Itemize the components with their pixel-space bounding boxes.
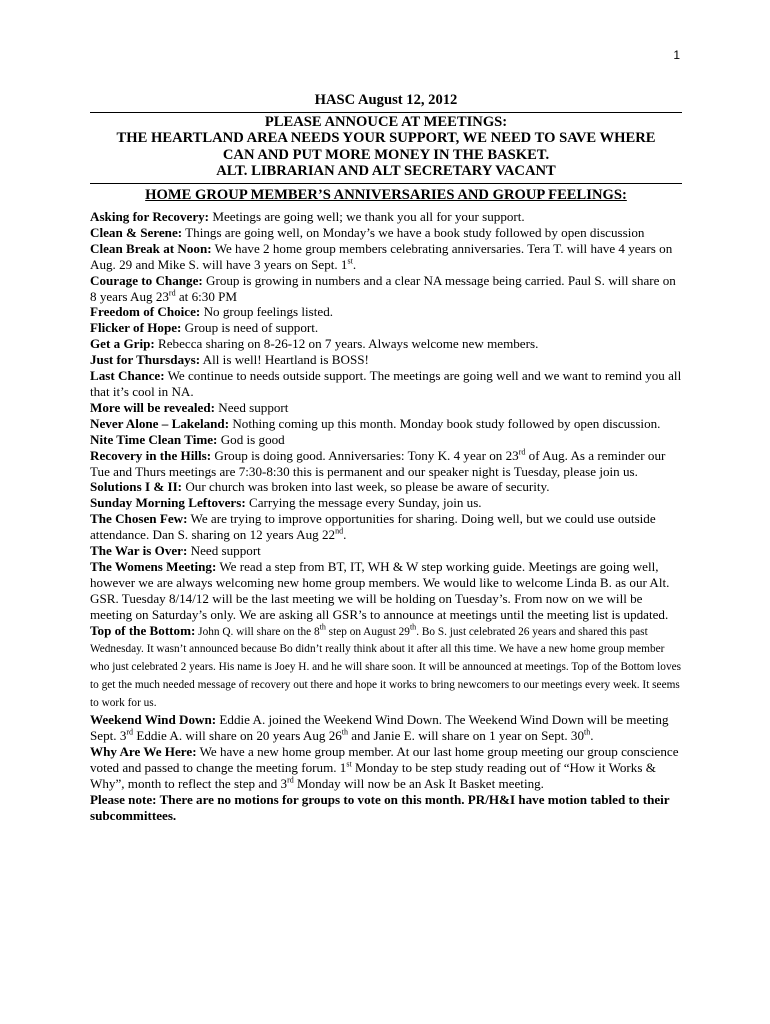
entry-why-are-we-here <box>90 744 682 792</box>
group-text: Need support <box>187 543 261 559</box>
group-text: All is well! Heartland is BOSS! <box>200 352 369 368</box>
group-entries <box>90 209 682 823</box>
group-text: Monday to be step study reading out of “How it Works & Why”, month to reflect the step and 3 <box>90 759 656 791</box>
group-name: Solutions I & II: <box>90 479 183 495</box>
entry-last-chance <box>90 368 682 400</box>
ordinal-suffix: th <box>584 727 591 737</box>
group-text: Eddie A. will share on 20 years Aug 26 <box>133 728 342 743</box>
group-name: Flicker of Hope: <box>90 320 182 336</box>
document-title: HASC August 12, 2012 <box>314 92 458 108</box>
entry-more-will-be-revealed <box>90 400 682 416</box>
entry-clean-and-serene <box>90 225 682 241</box>
group-name: Get a Grip: <box>90 336 155 352</box>
group-name: The Womens Meeting: <box>90 558 217 574</box>
banner-line-1: PLEASE ANNOUCE AT MEETINGS: <box>264 113 508 130</box>
entry-courage-to-change <box>90 273 682 305</box>
group-text: Nothing coming up this month. Monday book study followed by open discussion. <box>229 415 661 431</box>
entry-clean-break-at-noon <box>90 241 682 273</box>
ordinal-suffix: st <box>346 759 352 769</box>
ordinal-suffix: th <box>409 622 417 632</box>
group-text: Group is doing good. Anniversaries: Tony K. 4 year on 23 <box>211 447 519 463</box>
group-text: We read a step from BT, IT, WH & W step working guide. Meetings are going well, however we are always welcoming new home group members. We would like to welcome Linda B. as our Alt. GSR. Tuesday 8/14/12 will be the last meeting we will be holding on Tuesday’s. From now on we will be meeting on Saturday’s only. We are asking all GSR’s to announce at meetings until the meeting list is updated. <box>90 558 670 622</box>
group-text: . <box>343 527 347 543</box>
group-name: Recovery in the Hills: <box>90 447 212 463</box>
group-text: Need support <box>214 399 289 415</box>
ordinal-suffix: st <box>347 256 353 266</box>
group-name: Clean & Serene: <box>90 224 183 240</box>
group-text: Eddie A. joined the Weekend Wind Down. The Weekend Wind Down will be meeting Sept. 3 <box>90 712 669 743</box>
group-text: and Janie E. will share on 1 year on Sept. 30 <box>348 728 585 743</box>
motions-note: Please note: There are no motions for groups to vote on this month. PR/H&I have motion tabled to their subcommittees. <box>90 791 670 823</box>
banner-line-3: CAN AND PUT MORE MONEY IN THE BASKET. <box>222 146 550 163</box>
group-name: Weekend Wind Down: <box>90 712 217 728</box>
entry-get-a-grip <box>90 336 682 352</box>
group-text: Meetings are going well; we thank you all for your support. <box>209 209 525 224</box>
group-name: Asking for Recovery: <box>90 209 210 224</box>
group-name: Nite Time Clean Time: <box>90 431 218 447</box>
title-rule <box>90 112 682 113</box>
entry-weekend-wind-down <box>90 712 682 744</box>
group-text: at 6:30 PM <box>175 288 238 304</box>
group-name: More will be revealed: <box>90 399 215 415</box>
group-text: . Bo S. just celebrated 26 years and shared this past Wednesday. It wasn’t announced because Bo didn’t really think about it after all this time. We have a new home group member who just celebrated 2 years. His name is Joey H. and he will share soon. It will be announced at meetings. Top of the Bottom loves to get the much needed message of recovery out there and hope it works to bring newcomers to our meetings every week. It seems to work for us. <box>90 625 682 710</box>
group-name: Clean Break at Noon: <box>90 240 212 256</box>
group-text: step on August 29 <box>325 625 410 638</box>
group-name: Sunday Morning Leftovers: <box>90 495 246 511</box>
group-text: John Q. will share on the 8 <box>195 625 320 638</box>
group-name: Last Chance: <box>90 368 165 384</box>
entry-the-womens-meeting <box>90 559 682 623</box>
entry-recovery-in-the-hills <box>90 448 682 480</box>
ordinal-suffix: rd <box>168 288 176 298</box>
banner-rule <box>90 183 682 184</box>
group-name: Top of the Bottom: <box>90 622 196 638</box>
entry-the-chosen-few <box>90 511 682 543</box>
ordinal-suffix: th <box>319 622 326 632</box>
group-name: Freedom of Choice: <box>90 304 201 320</box>
entry-top-of-the-bottom <box>90 623 682 713</box>
ordinal-suffix: nd <box>335 526 344 536</box>
entry-solutions <box>90 479 682 495</box>
ordinal-suffix: rd <box>518 447 526 457</box>
group-text: Carrying the message every Sunday, join us. <box>245 495 482 511</box>
banner-line-2: THE HEARTLAND AREA NEEDS YOUR SUPPORT, WE NEED TO SAVE WHERE <box>116 130 656 146</box>
page-number: 1 <box>673 48 680 62</box>
group-text: Monday will now be an Ask It Basket meeting. <box>293 775 544 791</box>
ordinal-suffix: rd <box>287 775 294 785</box>
group-text: We continue to needs outside support. The meetings are going well and we want to remind you all that it’s cool in NA. <box>90 368 682 399</box>
ordinal-suffix: rd <box>126 727 134 737</box>
group-text: We have a new home group member. At our last home group meeting our group conscience voted and passed to change the meeting forum. 1 <box>90 743 679 775</box>
group-text: Group is growing in numbers and a clear NA message being carried. Paul S. will share on 8 years Aug 23 <box>90 272 676 304</box>
group-name: Never Alone – Lakeland: <box>90 415 230 431</box>
section-title: HOME GROUP MEMBER’S ANNIVERSARIES AND GROUP FEELINGS: <box>145 186 627 203</box>
group-text: of Aug. As a reminder our Tue and Thurs meetings are 7:30-8:30 this is permanent and our speaker night is Tuesday, please join us. <box>90 447 666 479</box>
entry-nite-time-clean-time <box>90 432 682 448</box>
document-header <box>90 92 682 203</box>
group-name: Just for Thursdays: <box>90 352 201 368</box>
entry-asking-for-recovery <box>90 209 682 225</box>
entry-sunday-morning-leftovers <box>90 495 682 511</box>
group-name: The Chosen Few: <box>90 511 188 527</box>
ordinal-suffix: th <box>341 727 349 737</box>
group-text: No group feelings listed. <box>200 304 334 320</box>
entry-the-war-is-over <box>90 543 682 559</box>
group-text: We have 2 home group members celebrating anniversaries. Tera T. will have 4 years on Aug. 29 and Mike S. will have 3 years on Sept. 1 <box>90 240 673 272</box>
group-text: Our church was broken into last week, so please be aware of security. <box>182 479 550 495</box>
group-text: . <box>590 728 594 743</box>
group-text: Things are going well, on Monday’s we have a book study followed by open discussion <box>182 224 645 240</box>
entry-flicker-of-hope <box>90 320 682 336</box>
entry-never-alone-lakeland <box>90 416 682 432</box>
group-name: The War is Over: <box>90 543 188 559</box>
group-text: We are trying to improve opportunities for sharing. Doing well, but we could use outside attendance. Dan S. sharing on 12 years Aug 22 <box>90 511 656 543</box>
group-name: Courage to Change: <box>90 272 203 288</box>
group-text: . <box>352 256 357 272</box>
entry-just-for-thursdays <box>90 352 682 368</box>
group-text: God is good <box>217 431 285 447</box>
group-text: Rebecca sharing on 8-26-12 on 7 years. Always welcome new members. <box>154 336 539 352</box>
group-name: Why Are We Here: <box>90 743 197 759</box>
entry-freedom-of-choice <box>90 304 682 320</box>
group-text: Group is need of support. <box>181 320 319 336</box>
banner-line-4: ALT. LIBRARIAN AND ALT SECRETARY VACANT <box>216 163 556 179</box>
